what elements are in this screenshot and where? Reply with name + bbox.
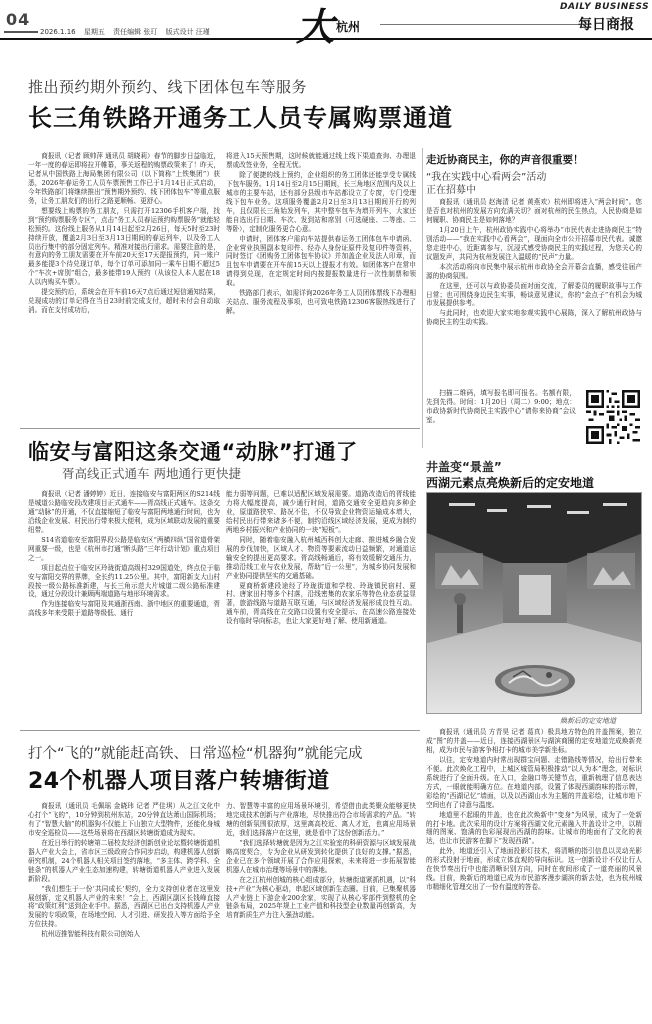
- paragraph: 扫描二维码，填写报名即可报名。名额有限，先到先得。时间：1月20日（周二）9:00；地点：市政协新时代协商民主实践中心“请你来协商”会议室。: [426, 389, 576, 424]
- paragraph: 杭州迈推智能科技有限公司创始人: [41, 930, 141, 939]
- paragraph: 申请时，团体客户需向车站提供春运务工团体包车申请函、企业营业执照副本复印件、经办人身份证原件及复印件等资料，同时签订《团购务工团体包车协议》并加盖企业及法人印章，而且包车申请要在开车前15天以上提报才有效。如团体客户在常申请得到兑现，在定规定时间内按提报数量进行一次性制票和领取。: [226, 234, 416, 288]
- column-rule: [422, 148, 423, 448]
- feature-title: 西湖元素点亮焕新后的定安地道: [426, 476, 595, 490]
- section-divider-2: [20, 730, 420, 731]
- paragraph: 此外，地道还引入了地面投影灯技术，将清晰的指引信息以灵动光影的形式投射于地面，形成立体直观的导向标识。这一创新设计不仅让行人在快节奏出行中也能清晰识别方向，同时在夜间形成了一道亮丽的风景线。目前，焕新后的地道已成为市民游客漫步湖滨的新去处，也为杭州城市精细化管理交出了一份有温度的答卷。: [426, 847, 642, 892]
- article2-column-1: [28, 490, 220, 722]
- paragraph: 在近日举行的转塘第二届校友经济创新创业论坛暨转塘街道机器人产业大会上，省市区三级政府合作同步启动，构建机器人创新研究机制，24个机器人相关项目签约落地，“多主体、跨学科、全链条”的机器人产业生态加速构建，转塘街道机器人产业进入发展新阶段。: [28, 838, 220, 883]
- article3-subtitle: 打个“飞的”就能赶高铁、日常巡检“机器狗”就能完成: [28, 746, 363, 762]
- sidebar-title: 走近协商民主，你的声音很重要！: [426, 154, 584, 166]
- article2-subtitle: 胥高线正式通车 两地通行更快捷: [62, 466, 241, 481]
- paragraph: 以往，定安地道内时常出现群宝问题、走错路线等情况，给出行带来不便。此次焕化工程中，上城区城管局积极推动“以人为本”理念，对标识系统进行了全面升级。在入口，金融口等关键节点，重新梳理了信息表达方式，一眼就能明确方位。在地道内部，设置了体现西湖韵味的指示牌，彩绘的“西湖记忆”墙面，以及以西湖山水为主题的井盖彩绘，让城市地下空间也有了诗意与温度。: [426, 755, 642, 809]
- header-meta: [40, 27, 216, 37]
- feature-body: [426, 728, 642, 1018]
- page-number: 04: [6, 10, 31, 29]
- masthead: [0, 0, 652, 49]
- paragraph: “我们选择转塘就是因为之江实验室的科研资源与区域发展战略高度契合，专为企业从研发到转化提供了良好的支撑。”据悉，企业已在多个领域开展了合作应用探索，未来将进一步拓展智能机器人在城市治理等场景中的落地。: [226, 838, 416, 874]
- paragraph: 提交预约后，系统会在开车前16天7点后通过短信通知结果，兑现成功的订单记得在当日23时前完成支付，超时未付会自动取消。而在支付成功后，: [28, 288, 220, 315]
- section-logo: 大: [296, 4, 335, 49]
- paragraph: 除了便捷的线上预约，企业组织的务工团体还能享受专属线下包车服务。1月14日至2月15日期间，长三角地区范围内及以上城市的主要车站，还有部分县级市车站都设立了专窗，专门受理线下包车业务。这项服务覆盖2月2日至3月13日期间开行的列车，且仅限长三角始发列车，其中整车包车为增开列车，大家还能自选出行日期、车次、发到站和席别（可选硬座、二等座、二等卧），定制化服务更合心意。: [226, 170, 416, 233]
- issue-weekday: 星期五: [83, 28, 105, 36]
- section-divider: [20, 428, 420, 429]
- paragraph: 铁路部门表示，如需详询2026年务工人员团体票线下办理相关站点、服务流程及事项，也可致电铁路12306客服热线进行了解。: [226, 289, 416, 316]
- sidebar-body: [426, 198, 642, 386]
- paragraph: S14省道临安至富阳界段公路是临安区“两横四纵”国省道骨架网重要一级，也是《杭州市打通“断头路”三年行动计划》重点项目之一。: [28, 535, 220, 562]
- article3-column-1: [28, 802, 220, 1020]
- feature-photo: [426, 492, 642, 714]
- section-name: 杭州: [336, 20, 361, 34]
- paragraph: 商报讯（通讯员 方青昊 记者 葛真）极具地方特色的井盖图案，独立成“图”的井盖——近日，连接西湖景区与湖滨商圈的定安地道完成焕新亮相，成为市民与游客争相打卡的城市美学新坐标。: [426, 728, 642, 754]
- editor-credit: 责任编辑 张玎: [113, 28, 158, 36]
- article1-subtitle: 推出预约期外预约、线下团体包车等服务: [28, 78, 308, 96]
- article1-title: 长三角铁路开通务工人员专属购票通道: [28, 104, 453, 132]
- paragraph: 商报讯（记者 潘婷婷）近日，连接临安与富阳两区的S214线是城道公路临安段改建项目正式通车——胥高线正式通车。这条交通“动脉”的开通，不仅直接缩短了临安与富阳两地通行时间，也为沿线企业发展、村民出行带来极大便利，成为区域联动发展的重要纽带。: [28, 490, 220, 534]
- paragraph: 项目起点位于临安区玲珑街道高级村329国道处，终点位于临安与富阳交界的界牌，全长约11.25公里。其中，富阳新支大山村段按一级公路标准新建，与长三角示范大片城道二级公路标准建设，通过分段设计兼顾两端道路与地形环境需求。: [28, 563, 220, 599]
- paragraph: 力、智慧等丰富的应用场景环境引，希望借由此类聚众能够更快地完成技术创新与产业落地，尽快推出符合市场需求的产品。“转塘的创新氛围很浓厚，这里离高校近、离人才近，也离应用场景近，我们选择落户在这里，就是看中了这份创新活力。”: [226, 802, 416, 837]
- sidebar-subtitle: “我在实践中心看两会”活动: [426, 172, 547, 183]
- paragraph: 将进入15天预售期，这时候就能通过线上线下渠道查询、办理退票或改签业务，全程无忧。: [226, 152, 416, 169]
- paragraph: 同时，随着临安融入杭州城西科创大走廊、推进城乡融合发展的步伐加快，区域人才、物资等要素流动日益频繁，对通道运输安全的提出更高要求。胥高线畅通后，将有效缓解交通压力，推动沿线工业与农业发展，帮助“后一公里”，为城乡协同发展和产业协同提供坚实的交通基础。: [226, 535, 416, 580]
- article2-column-2: [226, 490, 416, 722]
- paragraph: 能力弱等问题，已难以适配区域发展需要。道路改造后的胥线能力将大幅度提高，减少通行时间，道路交通安全更趋向多种企业，原道路狭窄、路况不佳，不仅导致企业物资运输成本增大，给村民出行带来诸多不便，制约沿线区域经济发展，更成为制约两地乡村振兴和产业协同的一块“短板”。: [226, 490, 416, 534]
- paragraph: 在之江杭州创城的核心组成部分，转塘街道紧抓机遇，以“科技+产业”为核心驱动，串起区域创新生态圈。目前，已集聚机器人产业链上下游企业200余家，实现了从核心零部件到整机的全链条布局，2025年规上工业产值和科技型企业数量再创新高，为培育新质生产力注入强劲动能。: [226, 875, 416, 920]
- paragraph: 想要线上购票的务工朋友，只需打开12306手机客户端，找到“预约购票服务专区”，点击“务工人员春运预约购票服务”就能轻松预约。这份线上服务从1月14日起至2月26日，每天5时至23时持续开放，覆盖2月3日至3月13日期间的春运列车，以及务工人员出行集中的部分固定列车。精准对接出行需求。需要注意的是，有意向的务工朋友需要在开车前20天至17天提报预约，同一账户最多能提3个待兑现订单，每个订单可添加同一乘车日期不超过5个“车次+席别”组合，最多能带19人预约（从该位人本人起在18人以内购买车票）。: [28, 206, 220, 287]
- paragraph: 商报讯（记者 顾帅萍 通讯员 胡晓莉）春节的脚步日益临近，一年一度的春运即将拉开帷幕，事关返程的购票政策来了！昨天，记者从中国铁路上海局集团有限公司（以下简称“上铁集团”）获悉，2026年春运务工人员车票预售工作已于1月14日正式启动，今年铁路部门将继续推出“预售期外预约、线下团体包车”等重点服务，让务工朋友们的出行之路更顺畅、更舒心。: [28, 152, 220, 205]
- paragraph: 夏商桥新建段途经了玲珑街道和学校、玲珑镇民宿村、夏村、唐家田村等多个村落，沿线密集的农家乐等特色业态获益显著，旅游线路与道路互联互通，与区域经济发展形成良性互动。通车前，胥高线在立交路口设置有安全提示、在高速公路连接处设有临时导向标志，也让大家更好地了解、使用新通道。: [226, 581, 416, 626]
- article2-title: 临安与富阳这条交通“动脉”打通了: [28, 440, 358, 464]
- article1-column-1: [28, 152, 220, 420]
- paragraph: 商报讯（通讯员 毛佩瑶 金晓玮 记者 严佳琪）从之江文化中心打个“飞的”，10分钟到杭州东站，20分钟直达萧山国际机场；有了“智慧大脑”的机器狗不仅能上下山独立大型物件，还能化身城市安全巡检员——这些场景将在西湖区转塘街道成为现实。: [28, 802, 220, 837]
- article3-title: 24个机器人项目落户转塘街道: [28, 769, 330, 794]
- paragraph: 与此同时，也欢迎大家实地参观实践中心展陈，深入了解杭州政协与协商民主的生动实践。: [426, 309, 642, 327]
- qr-code-icon[interactable]: [586, 390, 640, 444]
- paragraph: 本次活动将向市民集中展示杭州市政协全会开幕会直播，感受往届产源的协商氛围。: [426, 262, 642, 280]
- brand-english: DAILY BUSINESS: [560, 2, 650, 12]
- paragraph: 商报讯（通讯员 赵海清 记者 黄燕欢）杭州即将进入“两会时间”。您是否也对杭州的发展方向充满关切？面对杭州的民生热点，人民协商是如何履职、协商民主是如何落地？: [426, 198, 642, 224]
- signup-info: [426, 389, 576, 441]
- brand-chinese: 每日商报: [578, 17, 634, 33]
- design-credit: 版式设计 汪瑾: [165, 28, 210, 36]
- issue-date: 2026.1.16: [40, 28, 76, 36]
- paragraph: 地道里不起眼的井盖，也在此次焕新中“变身”为风景，成为了一处新的打卡地。此次采用的设计方案将西湖文化元素融入井盖设计之中，以精细的图案、饱满的色彩展现出西湖的韵味。让城市的地面有了文化的表达，也让市民游客在脚下“发现西湖”。: [426, 810, 642, 846]
- paragraph: 作为连接临安与富阳及其通浙西南、浙中地区的重要通道，胥高线多年来受限于道路等级低、通行: [28, 600, 220, 618]
- header-rule: [380, 24, 580, 25]
- paragraph: 在这里，还可以与政协委员面对面交流，了解委员的履职故事与工作日常；也可围绕身边民生实事，畅谈意见建议，你的“金点子”有机会为城市发展提供参考。: [426, 281, 642, 308]
- photo-caption: 焕新后的定安地道: [560, 717, 616, 725]
- article1-column-2: [226, 152, 416, 420]
- paragraph: 1月20日上午，杭州政协实践中心将举办“市民代表走进协商民主”特别活动——“我在实践中心看两会”，现面向全市公开招募市民代表。诚邀您走进中心，近距离参与，沉浸式感受协商民主的实践过程，为您关心的议题发声，共同为杭州发展注入温暖的“民声”力量。: [426, 225, 642, 261]
- paragraph: “我们想生于一份‘共同成长’契约，全力支持创业者在这里发展创新，定义机器人产业的未来！”会上，西湖区副区长钱峰直接将“政策红利”送到企业手中。据悉，西湖区已出台支持机器人产业发展的专项政策，在场地空间、人才引进、研发投入等方面给予全方位扶持。: [28, 884, 220, 929]
- feature-kicker: 井盖变“景盖”: [426, 460, 502, 474]
- sidebar-subtitle-2: 正在招募中: [426, 185, 476, 196]
- article3-column-2: [226, 802, 416, 1020]
